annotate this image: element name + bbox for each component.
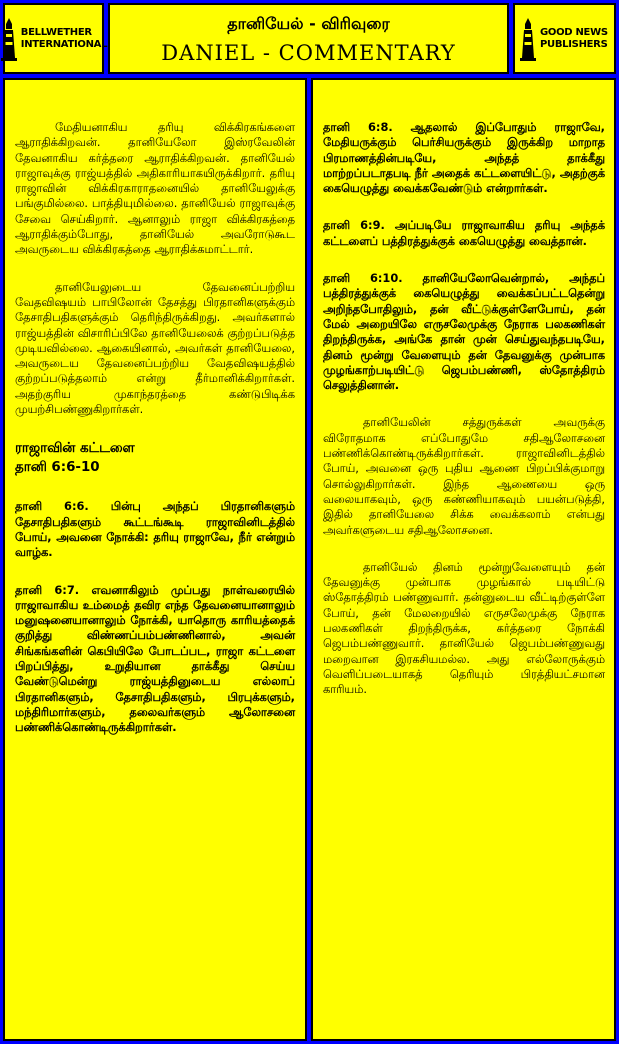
good-news-logo-text: GOOD NEWS PUBLISHERS (540, 26, 608, 50)
paragraph: தானியேலுடைய தேவனைப்பற்றிய வேதவிஷயம் பாபிலோன் தேசத்து பிரதானிகளுக்கும் தேசாதிபதிகளுக்கும் தெரிந்திருக்கிறது. அவர்களால் ராஜ்யத்தின் விசாரிப்பிலே தானியேலைக் குற்றப்படுத்த முடியவில்லை. ஆகையினால், அவர்கள் தானியேலை, அவருடைய தேவனைப்பற்றிய வேதவிஷயத்தில் குற்றப்படுத்தலாம் என்று தீர்மானிக்கிறார்கள். அதற்குரிய முகாந்தரத்தை கண்டுபிடிக்க முயற்சிபண்ணுகிறார்கள். (15, 279, 295, 417)
paragraph: தானியேல் தினம் மூன்றுவேளையும் தன் தேவனுக்கு முன்பாக முழங்கால் படியிட்டு ஸ்தோத்திரம் பண்ணுவார். தன்னுடைய வீட்டிற்குள்ளே போய், தன் மேலறையில் எருசலேமுக்கு நேராக பலகணிகள் திறந்திருக்க, கர்த்தரை நோக்கி ஜெபம்பண்ணுவார். தானியேல் ஜெபம்பண்ணுவது மறைவான இரகசியமல்ல. அது எல்லோருக்கும் வெளிப்படையாகத் தெரியும் பிரத்தியட்சமான காரியம். (323, 559, 605, 697)
verse-paragraph: தானி 6:8. ஆதலால் இப்போதும் ராஜாவே, மேதியருக்கும் பெர்சியருக்கும் இருக்கிற மாறாத பிரமாணத்தின்படியே, அந்தத் தாக்கீது மாற்றப்படாதபடி நீர் அதைக் கட்டளையிட்டு, அதற்குக் கையெழுத்து வைக்கவேண்டும் என்றார்கள். (323, 120, 605, 196)
title-english: DANIEL - COMMENTARY (161, 41, 456, 65)
verse-paragraph: தானி 6:9. அப்படியே ராஜாவாகிய தரியு அந்தக் கட்டளைப் பத்திரத்துக்குக் கையெழுத்து வைத்தான். (323, 218, 605, 248)
verse-paragraph: தானி 6:7. எவனாகிலும் முப்பது நாள்வரையில் ராஜாவாகிய உம்மைத் தவிர எந்த தேவனையானாலும் மனுஷனையானாலும் நோக்கி, யாதொரு காரியத்தைக் குறித்து விண்ணப்பம்பண்ணினால், அவன் சிங்கங்களின் கெபியிலே போடப்பட, ராஜா கட்டளை பிறப்பித்து, உறுதியான தாக்கீது செய்ய வேண்டுமென்று ராஜ்யத்தினுடைய எல்லாப் பிரதானிகளும், தேசாதிபதிகளும், பிரபுக்களும், மந்திரிமார்களும், தலைவர்களும் ஆலோசனை பண்ணிக்கொண்டிருக்கிறார்கள். (15, 582, 295, 735)
good-news-logo-box (513, 3, 616, 74)
bellwether-logo (5, 5, 108, 72)
lighthouse-icon (519, 16, 537, 62)
right-column (311, 78, 616, 1041)
verse-paragraph: தானி 6:6. பின்பு அந்தப் பிரதானிகளும் தேசாதிபதிகளும் கூட்டங்கூடி ராஜாவினிடத்தில் போய், அவனை நோக்கி: தரியு ராஜாவே, நீர் என்றும் வாழ்க. (15, 499, 295, 560)
good-news-logo (515, 5, 614, 72)
paragraph: தானியேலின் சத்துருக்கள் அவருக்கு விரோதமாக எப்போதுமே சதிஆலோசனை பண்ணிக்கொண்டிருக்கிறார்கள். ராஜாவினிடத்தில் போய், அவனை ஒரு புதிய ஆணை பிறப்பிக்குமாறு சொல்லுகிறார்கள். இந்த ஆணையை ஒரு வலையாகவும், ஒரு கண்ணியாகவும் பயன்படுத்தி, இதில் தானியேலை சிக்க வைக்கலாம் என்பது அவர்களுடைய சதிஆலோசனை. (323, 415, 605, 537)
bellwether-logo-text: BELLWETHER INTERNATIONAL (20, 26, 108, 50)
title-tamil: தானியேல் - விரிவுரை (227, 14, 390, 33)
section-heading-reference: தானி 6:6-10 (15, 460, 100, 476)
section-heading (15, 439, 295, 477)
paragraph: மேதியனாகிய தரியு விக்கிரகங்களை ஆராதிக்கிறவன். தானியேலோ இஸ்ரவேலின் தேவனாகிய கர்த்தரை ஆராதிக்கிறவன். தானியேல் ராஜாவுக்கு ராஜ்யத்தில் அதிகாரியாகயிருக்கிறார். தரியு ராஜாவின் விக்கிரகாராதனையில் தானியேலுக்கு பங்குமில்லை. பாத்தியுமில்லை. தானியேல் ராஜாவுக்கு சேவை செய்கிறார். ஆனாலும் ராஜா விக்கிரகத்தை ஆராதிக்கும்போது, தானியேல் அவரோடுகூட அவருடைய விக்கிரகத்தை ஆராதிக்கமாட்டார். (15, 120, 295, 257)
title-box (108, 3, 509, 74)
lighthouse-icon (0, 16, 18, 62)
left-column (3, 78, 307, 1041)
section-heading-title: ராஜாவின் கட்டளை (15, 441, 135, 457)
verse-paragraph: தானி 6:10. தானியேலோவென்றால், அந்தப் பத்திரத்துக்குக் கையெழுத்து வைக்கப்பட்டதென்று அறிந்தபோதிலும், தன் வீட்டுக்குள்ளேபோய், தன் மேல் அறையிலே எருசலேமுக்கு நேராக பலகணிகள் திறந்திருக்க, அங்கே தான் முன் செய்துவந்தபடியே, தினம் மூன்று வேளையும் தன் தேவனுக்கு முன்பாக முழங்காற்படியிட்டு ஜெபம்பண்ணி, ஸ்தோத்திரம் செலுத்தினான். (323, 271, 605, 393)
bellwether-logo-box (3, 3, 108, 74)
